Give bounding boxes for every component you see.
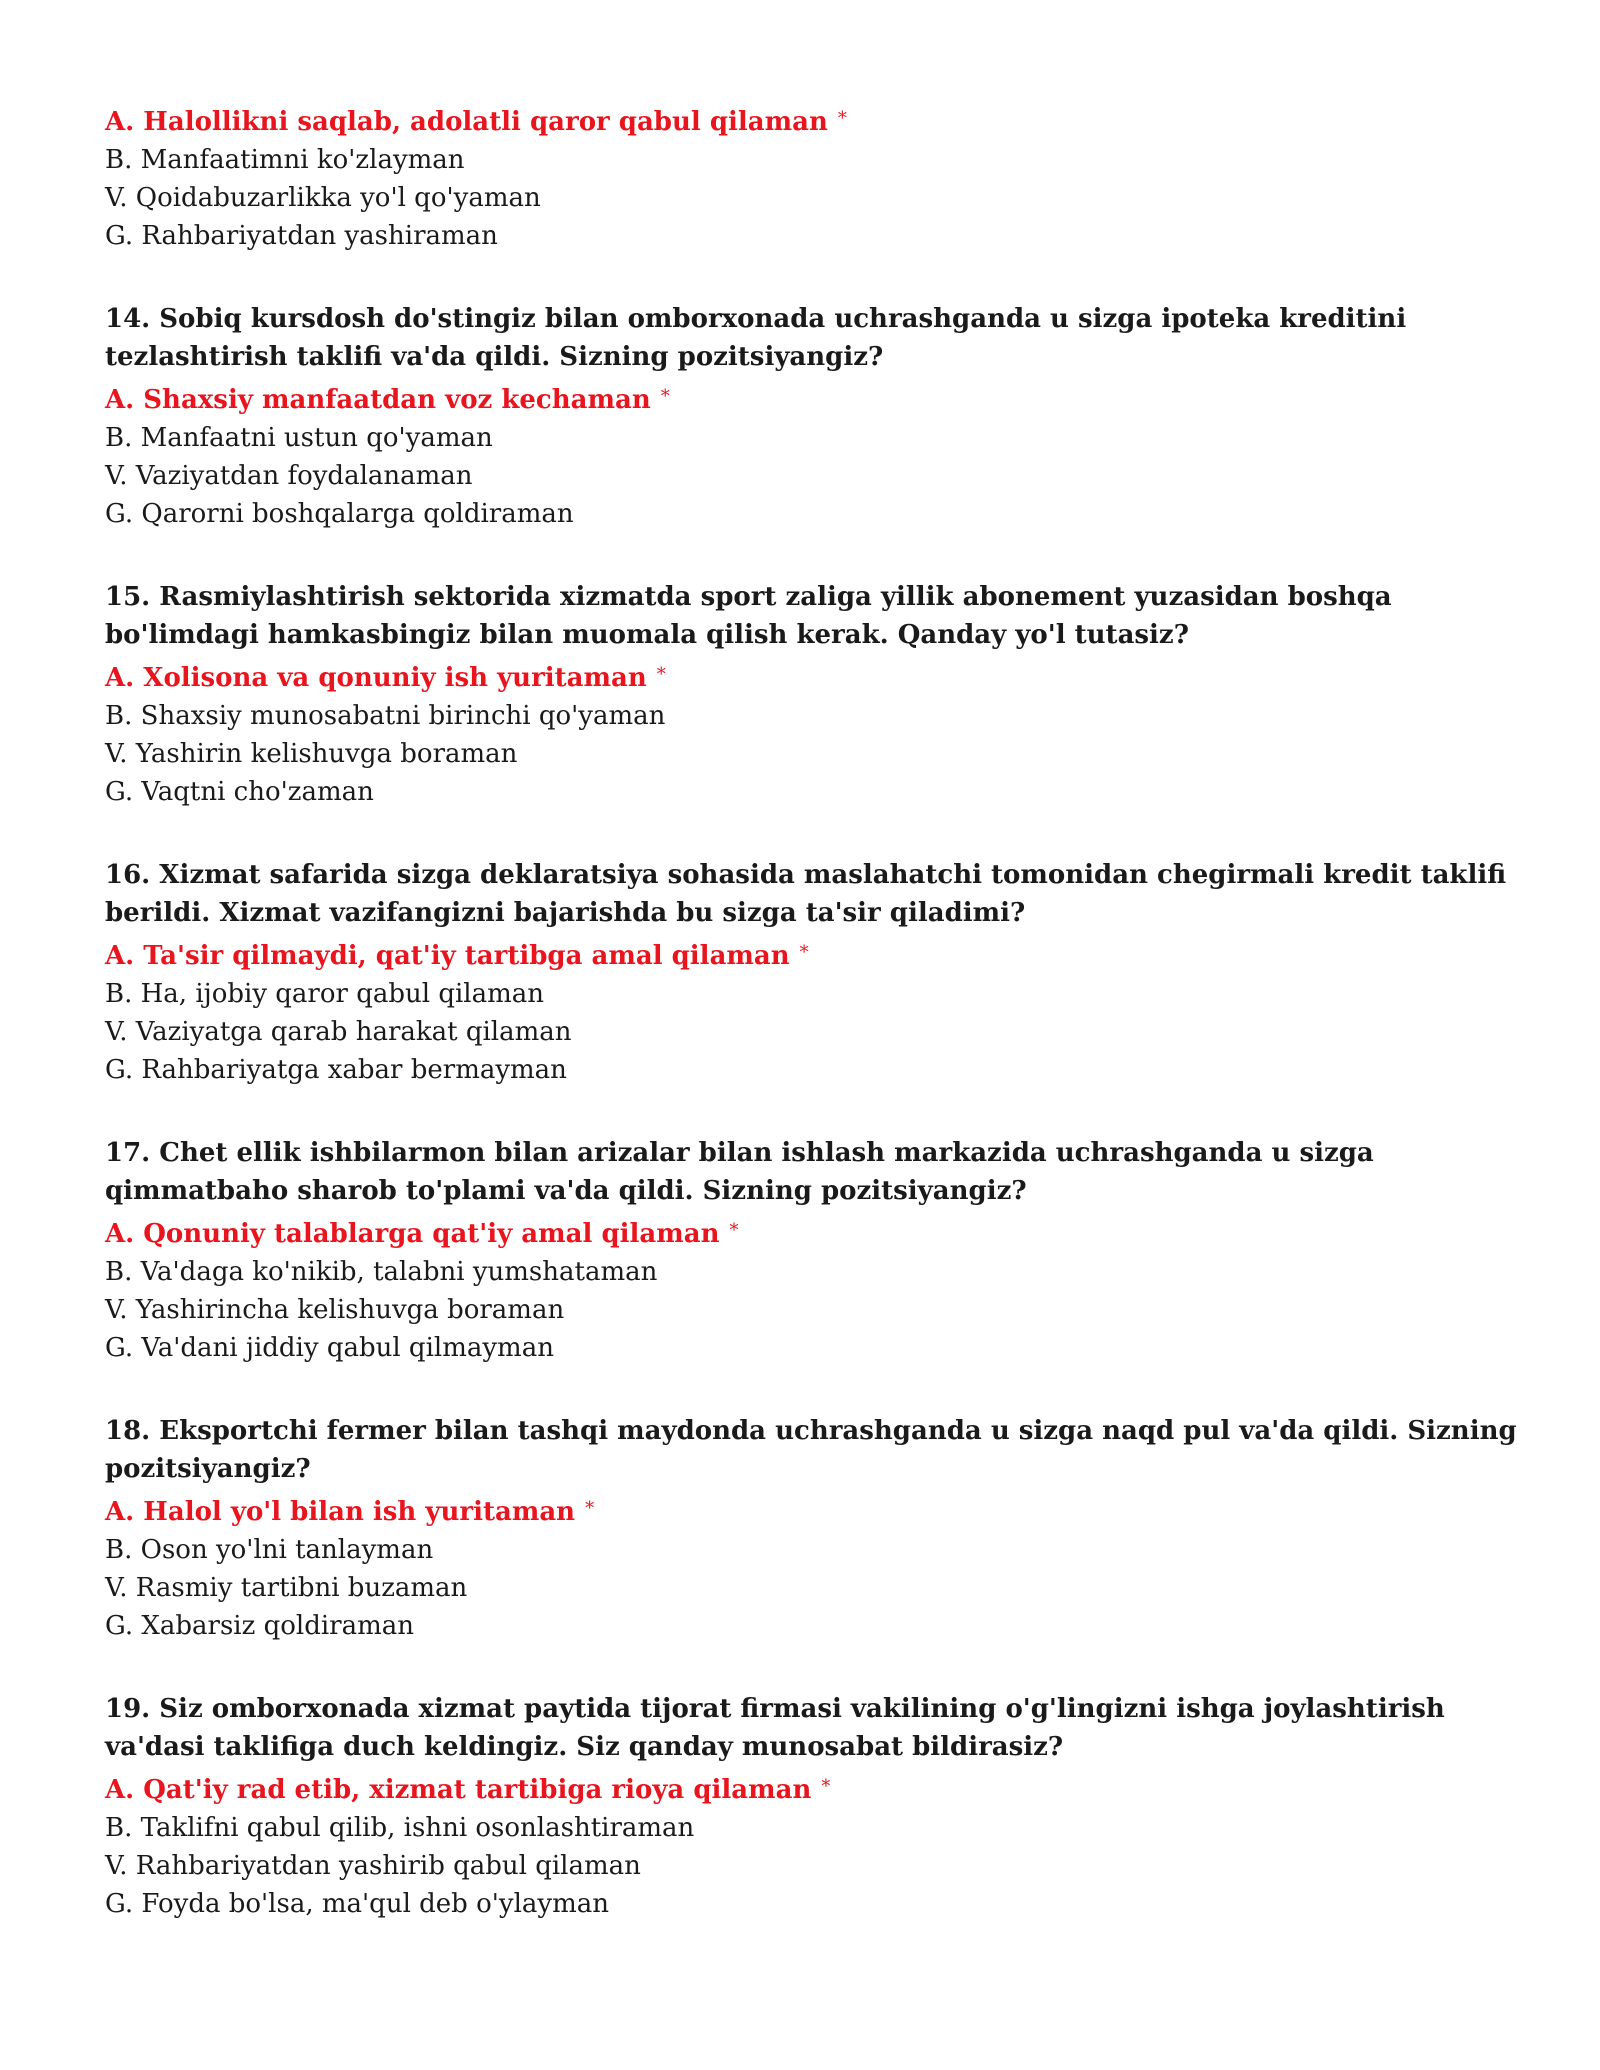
correct-answer [105, 1768, 1525, 1809]
answer-option-b: B. Taklifni qabul qilib, ishni osonlashtiraman [105, 1813, 695, 1843]
correct-marker: * [729, 1220, 739, 1241]
answer-option-b: B. Shaxsiy munosabatni birinchi qo'yaman [105, 701, 666, 731]
answer-option-b: B. Manfaatni ustun qo'yaman [105, 423, 493, 453]
answer-option-b: B. Manfaatimni ko'zlayman [105, 145, 465, 175]
question-block-15 [105, 578, 1525, 811]
answer-option-g: G. Rahbariyatdan yashiraman [105, 221, 498, 251]
correct-marker: * [660, 386, 670, 407]
correct-answer [105, 100, 1525, 141]
answer-option-b: B. Va'daga ko'nikib, talabni yumshataman [105, 1257, 658, 1287]
question-text: 14. Sobiq kursdosh do'stingiz bilan omborxonada uchrashganda u sizga ipoteka kreditini tezlashtirish taklifi va'da qildi. Sizning pozitsiyangiz? [105, 304, 1407, 372]
question-block-14 [105, 300, 1525, 533]
answer-option-v: V. Yashirincha kelishuvga boraman [105, 1295, 565, 1325]
question-text: 19. Siz omborxonada xizmat paytida tijorat firmasi vakilining o'g'lingizni ishga joylashtirish va'dasi taklifiga duch keldingiz. Siz qanday munosabat bildirasiz? [105, 1694, 1445, 1762]
answer-text: A. Halol yo'l bilan ish yuritaman [105, 1497, 576, 1527]
answer-option-v: V. Qoidabuzarlikka yo'l qo'yaman [105, 183, 541, 213]
answer-option-v: V. Vaziyatdan foydalanaman [105, 461, 473, 491]
answer-text: A. Qonuniy talablarga qat'iy amal qilaman [105, 1219, 720, 1249]
correct-marker: * [656, 664, 666, 685]
answer-text: A. Xolisona va qonuniy ish yuritaman [105, 663, 647, 693]
answer-text: A. Shaxsiy manfaatdan voz kechaman [105, 385, 651, 415]
correct-marker: * [585, 1498, 595, 1519]
question-text: 17. Chet ellik ishbilarmon bilan arizalar bilan ishlash markazida uchrashganda u sizga qimmatbaho sharob to'plami va'da qildi. Sizning pozitsiyangiz? [105, 1138, 1374, 1206]
question-text: 15. Rasmiylashtirish sektorida xizmatda sport zaliga yillik abonement yuzasidan boshqa bo'limdagi hamkasbingiz bilan muomala qilish kerak. Qanday yo'l tutasiz? [105, 582, 1392, 650]
answer-option-v: V. Rahbariyatdan yashirib qabul qilaman [105, 1851, 641, 1881]
correct-marker: * [837, 108, 847, 129]
answer-text: A. Ta'sir qilmaydi, qat'iy tartibga amal qilaman [105, 941, 790, 971]
answer-text: A. Qat'iy rad etib, xizmat tartibiga rioya qilaman [105, 1775, 812, 1805]
question-text: 18. Eksportchi fermer bilan tashqi maydonda uchrashganda u sizga naqd pul va'da qildi. Sizning pozitsiyangiz? [105, 1416, 1517, 1484]
answer-option-g: G. Xabarsiz qoldiraman [105, 1611, 414, 1641]
question-block-16 [105, 856, 1525, 1089]
answer-option-g: G. Rahbariyatga xabar bermayman [105, 1055, 567, 1085]
correct-answer [105, 656, 1525, 697]
answer-option-g: G. Qarorni boshqalarga qoldiraman [105, 499, 574, 529]
answer-option-v: V. Vaziyatga qarab harakat qilaman [105, 1017, 572, 1047]
question-block-13 [105, 100, 1525, 255]
quiz-page [105, 100, 1525, 1923]
correct-answer [105, 934, 1525, 975]
correct-answer [105, 378, 1525, 419]
question-block-17 [105, 1134, 1525, 1367]
answer-option-b: B. Oson yo'lni tanlayman [105, 1535, 434, 1565]
answer-option-g: G. Foyda bo'lsa, ma'qul deb o'ylayman [105, 1889, 609, 1919]
question-block-18 [105, 1412, 1525, 1645]
correct-marker: * [799, 942, 809, 963]
answer-option-b: B. Ha, ijobiy qaror qabul qilaman [105, 979, 544, 1009]
correct-answer [105, 1212, 1525, 1253]
answer-option-v: V. Rasmiy tartibni buzaman [105, 1573, 468, 1603]
answer-text: A. Halollikni saqlab, adolatli qaror qabul qilaman [105, 107, 828, 137]
correct-answer [105, 1490, 1525, 1531]
correct-marker: * [821, 1776, 831, 1797]
answer-option-g: G. Va'dani jiddiy qabul qilmayman [105, 1333, 554, 1363]
question-text: 16. Xizmat safarida sizga deklaratsiya sohasida maslahatchi tomonidan chegirmali kredit taklifi berildi. Xizmat vazifangizni bajarishda bu sizga ta'sir qiladimi? [105, 860, 1507, 928]
question-block-19 [105, 1690, 1525, 1923]
answer-option-v: V. Yashirin kelishuvga boraman [105, 739, 518, 769]
answer-option-g: G. Vaqtni cho'zaman [105, 777, 374, 807]
